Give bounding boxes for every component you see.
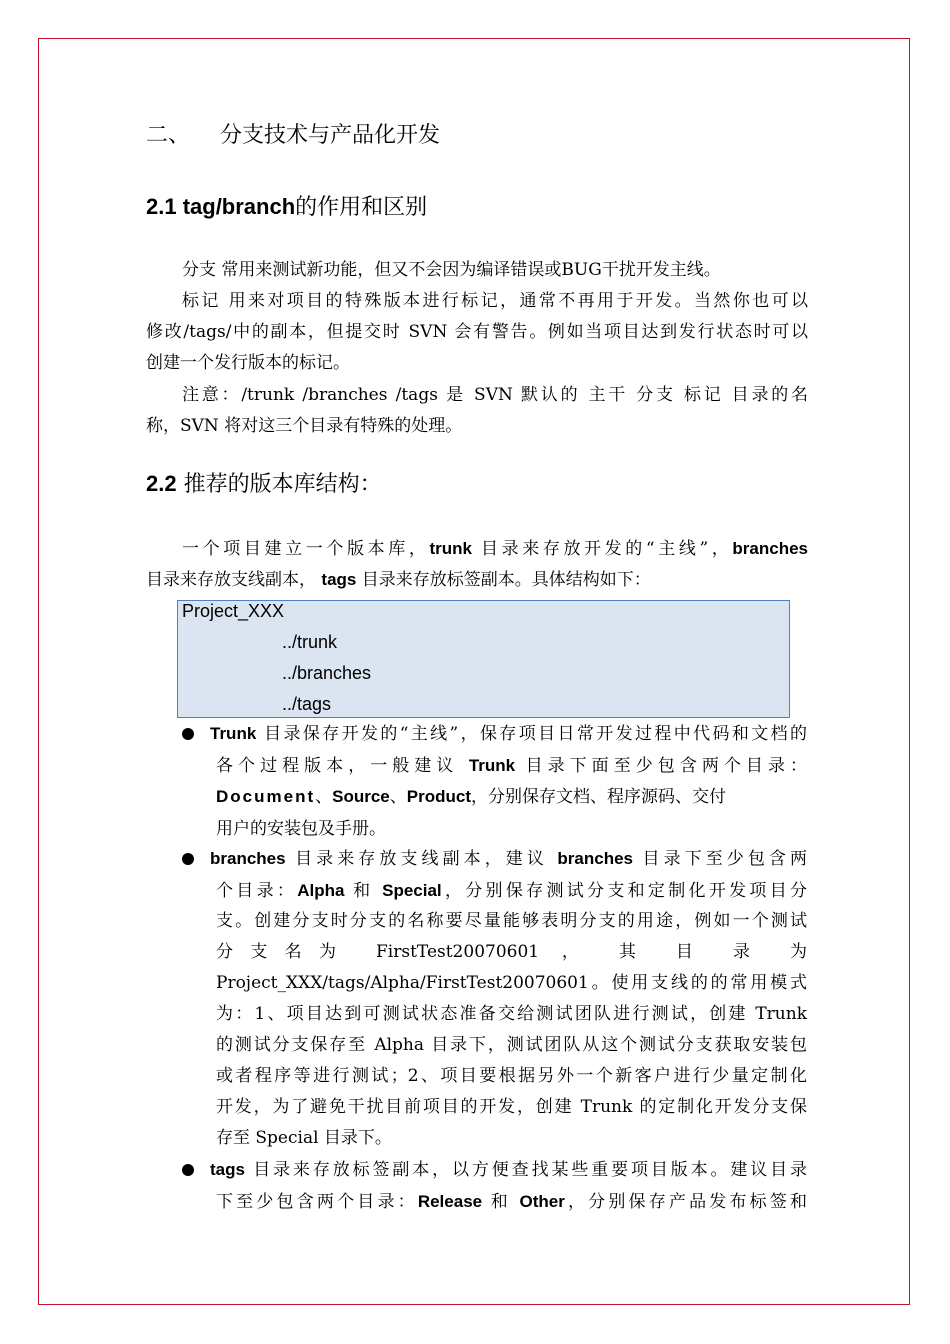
bullet-branches-line-6: 为：1、项目达到可测试状态准备交给测试团队进行测试，创建 Trunk [216,1004,807,1024]
bullet-branches-line-7: 的测试分支保存至 Alpha 目录下，测试团队从这个测试分支获取安装包 [216,1035,807,1055]
text: 和 [482,1192,520,1212]
bullet-dot [182,728,194,740]
bullet-branches-line-8: 或者程序等进行测试；2、项目要根据另外一个新客户进行少量定制化 [216,1066,807,1086]
bullet-tags-line-1 [210,1154,807,1186]
keyword-trunk: trunk [429,539,472,558]
paragraph-structure-line [182,533,808,565]
bullet-trunk-line-1 [210,718,807,750]
bullet-branches-line-5: Project_XXX/tags/Alpha/FirstTest20070601。使用支线的的常用模式 [216,973,807,993]
bullet-branches-line-4: 分支名为 FirstTest20070601 ， 其 目 录 为 [216,942,807,962]
keyword-release: Release [417,1192,483,1211]
section-heading-2-1 [146,190,427,221]
text: 目录保存开发的“主线”，保存项目日常开发过程中代码和文档的 [256,724,807,744]
bullet-trunk-line-4: 用户的安装包及手册。 [216,819,386,839]
text: ，分别保存产品发布标签和 [564,1192,808,1212]
text: ，分别保存文档、程序源码、交付 [471,787,726,807]
bullet-trunk-line-2 [216,750,807,782]
keyword-other: Other [519,1192,565,1211]
text: 目录来存放支线副本，建议 [285,849,558,869]
text: 和 [344,881,383,901]
text: 目录来存放标签副本。具体结构如下： [356,570,651,590]
keyword-trunk: Trunk [210,724,257,743]
paragraph-branch-line: 分支 常用来测试新功能，但又不会因为编译错误或BUG干扰开发主线。 [182,260,721,280]
code-line-tags: ../tags [282,694,332,714]
section-title: 的作用和区别 [295,195,428,220]
paragraph-note-line-2: 称，SVN 将对这三个目录有特殊的处理。 [146,416,463,436]
section-title: 推荐的版本库结构： [176,472,382,497]
paragraph-tag-line: 标记 用来对项目的特殊版本进行标记，通常不再用于开发。当然你也可以 [182,291,808,311]
bullet-branches-line-9: 开发，为了避免干扰目前项目的开发，创建 Trunk 的定制化开发分支保 [216,1097,807,1117]
text: 目录来存放支线副本， [146,570,322,590]
keyword-trunk: Trunk [468,756,516,775]
bullet-branches-line-2 [216,875,807,907]
bullet-tags-line-2 [216,1186,807,1218]
bullet-branches-line-10: 存至 Special 目录下。 [216,1128,392,1148]
bullet-branches-line-3: 支。创建分支时分支的名称要尽量能够表明分支的用途，例如一个测试 [216,911,807,931]
section-heading-2-2 [146,467,382,498]
chapter-heading [146,118,440,149]
keyword-branches: branches [210,849,286,868]
bullet-trunk-line-3 [216,781,807,813]
text: 目录来存放开发的“主线”， [471,539,733,559]
text: 各个过程版本，一般建议 [216,756,469,776]
text: 个目录： [216,881,298,901]
bullet-dot [182,1164,194,1176]
paragraph-tag-line-3: 创建一个发行版本的标记。 [146,353,350,373]
chapter-number: 二、 [146,123,191,148]
text: 下至少包含两个目录： [216,1192,418,1212]
section-number: 2.1 tag/branch [146,194,296,219]
text: 、 [315,787,333,807]
keyword-tags: tags [321,570,357,589]
section-number: 2.2 [146,471,177,496]
bullet-branches-line-1 [210,843,807,875]
keyword-branches: branches [557,849,634,868]
paragraph-tag-line-2: 修改/tags/中的副本，但提交时 SVN 会有警告。例如当项目达到发行状态时可以 [146,322,808,342]
chapter-title: 分支技术与产品化开发 [220,123,441,148]
text: 目录下至少包含两 [633,849,807,869]
keyword-document: Document [216,787,316,806]
keyword-branches: branches [732,539,808,558]
paragraph-note-line: 注意：/trunk /branches /tags 是 SVN 默认的 主干 分支 标记 目录的名 [182,385,808,405]
text: 目录来存放标签副本，以方便查找某些重要项目版本。建议目录 [244,1160,807,1180]
paragraph-structure-line-2 [146,564,808,596]
keyword-product: Product [406,787,471,806]
code-line-branches: ../branches [282,663,372,683]
code-line-trunk: ../trunk [282,632,338,652]
text: 、 [389,787,407,807]
bullet-dot [182,853,194,865]
keyword-special: Special [382,881,442,900]
text: 一个项目建立一个版本库， [182,539,430,559]
repository-structure-box [177,600,790,718]
text: ，分别保存测试分支和定制化开发项目分 [441,881,808,901]
keyword-alpha: Alpha [297,881,345,900]
code-line-project: Project_XXX [182,601,285,621]
keyword-source: Source [332,787,390,806]
text: 目录下面至少包含两个目录： [515,756,808,776]
keyword-tags: tags [210,1160,245,1179]
